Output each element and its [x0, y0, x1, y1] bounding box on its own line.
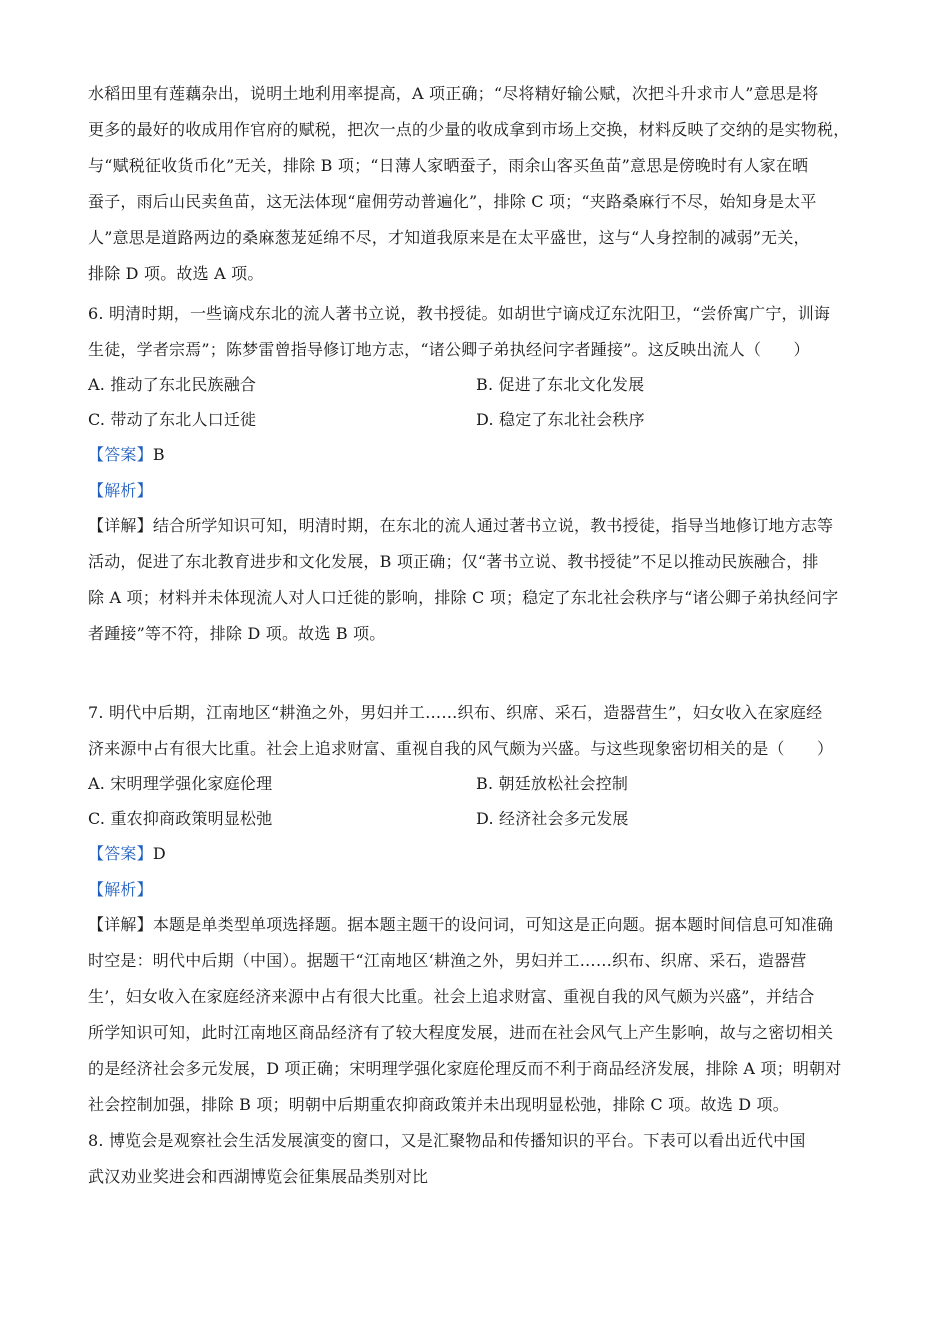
- answer-value: B: [152, 445, 165, 464]
- prev-analysis-line: 人”意思是道路两边的桑麻葱茏延绵不尽，才知道我原来是在太平盛世，这与“人身控制的减弱”无关，: [88, 228, 810, 247]
- analysis-tag: 【解析】: [88, 481, 153, 500]
- analysis-tag: 【解析】: [88, 880, 153, 899]
- q7-option-a: A. 宋明理学强化家庭伦理: [88, 774, 273, 793]
- q6-analysis-heading: [88, 481, 153, 501]
- q8-stem-line: 8. 博览会是观察社会生活发展演变的窗口，又是汇聚物品和传播知识的平台。下表可以看出近代中国: [88, 1131, 806, 1150]
- q7-detail-line: 所学知识可知，此时江南地区商品经济有了较大程度发展，进而在社会风气上产生影响，故与之密切相关: [88, 1023, 834, 1042]
- q7-option-c: C. 重农抑商政策明显松弛: [88, 809, 273, 828]
- q6-option-a: A. 推动了东北民族融合: [88, 375, 257, 394]
- q7-detail-line: 社会控制加强，排除 B 项；明朝中后期重农抑商政策并未出现明显松弛，排除 C 项。故选 D 项。: [88, 1095, 789, 1114]
- prev-analysis-line: 更多的最好的收成用作官府的赋税，把次一点的少量的收成拿到市场上交换，材料反映了交纳的是实物税，: [88, 120, 850, 139]
- q7-analysis-heading: [88, 880, 153, 900]
- q6-detail-line: 除 A 项；材料并未体现流人对人口迁徙的影响，排除 C 项；稳定了东北社会秩序与“诸公卿子弟执经问字: [88, 588, 839, 607]
- answer-tag: 【答案】: [88, 445, 153, 464]
- prev-analysis-line: 蚕子，雨后山民卖鱼苗，这无法体现“雇佣劳动普遍化”，排除 C 项；“夹路桑麻行不尽，始知身是太平: [88, 192, 817, 211]
- q6-detail-line: 活动，促进了东北教育进步和文化发展，B 项正确；仅“著书立说、教书授徒”不足以推动民族融合，排: [88, 552, 819, 571]
- q7-detail-line: [88, 915, 833, 935]
- q6-stem-line: 6. 明清时期，一些谪戍东北的流人著书立说，教书授徒。如胡世宁谪戍辽东沈阳卫，“尝侨寓广宁，训诲: [88, 304, 831, 323]
- prev-analysis-line: 与“赋税征收货币化”无关，排除 B 项；“日薄人家晒蚕子，雨余山客买鱼苗”意思是傍晚时有人家在晒: [88, 156, 809, 175]
- q7-detail-line: 生’，妇女收入在家庭经济来源中占有很大比重。社会上追求财富、重视自我的风气颇为兴盛”，并结合: [88, 987, 815, 1006]
- q6-option-c: C. 带动了东北人口迁徙: [88, 410, 257, 429]
- q8-stem-line: 武汉劝业奖进会和西湖博览会征集展品类别对比: [88, 1167, 429, 1186]
- q6-option-b: B. 促进了东北文化发展: [476, 375, 645, 394]
- q7-answer: [88, 844, 166, 864]
- q6-answer: [88, 445, 165, 465]
- q6-option-d: D. 稳定了东北社会秩序: [476, 410, 645, 429]
- q6-stem-line: 生徒，学者宗焉”；陈梦雷曾指导修订地方志，“诸公卿子弟执经问字者踵接”。这反映出流人（ ）: [88, 340, 810, 359]
- q7-detail-line: 的是经济社会多元发展，D 项正确；宋明理学强化家庭伦理反而不利于商品经济发展，排除 A 项；明朝对: [88, 1059, 842, 1078]
- prev-analysis-line: 排除 D 项。故选 A 项。: [88, 264, 264, 283]
- detail-text: 结合所学知识可知，明清时期，在东北的流人通过著书立说，教书授徒，指导当地修订地方志等: [152, 516, 834, 535]
- prev-analysis-line: 水稻田里有莲藕杂出，说明土地利用率提高，A 项正确；“尽将精好输公赋，次把斗升求市人”意思是将: [88, 84, 819, 103]
- detail-tag: 【详解】: [88, 915, 153, 934]
- detail-tag: 【详解】: [88, 516, 153, 535]
- detail-text: 本题是单类型单项选择题。据本题主题干的设问词，可知这是正向题。据本题时间信息可知准确: [152, 915, 834, 934]
- q7-option-b: B. 朝廷放松社会控制: [476, 774, 629, 793]
- q7-stem-line: 济来源中占有很大比重。社会上追求财富、重视自我的风气颇为兴盛。与这些现象密切相关的是（ ）: [88, 739, 834, 758]
- q7-option-d: D. 经济社会多元发展: [476, 809, 629, 828]
- q6-detail-line: 者踵接”等不符，排除 D 项。故选 B 项。: [88, 624, 386, 643]
- answer-tag: 【答案】: [88, 844, 153, 863]
- q6-detail-line: [88, 516, 833, 536]
- answer-value: D: [152, 844, 166, 863]
- q7-detail-line: 时空是：明代中后期（中国）。据题干“江南地区‘耕渔之外，男妇并工……织布、织席、采石，造器营: [88, 951, 807, 970]
- q7-stem-line: 7. 明代中后期，江南地区“耕渔之外，男妇并工……织布、织席、采石，造器营生”，妇女收入在家庭经: [88, 703, 823, 722]
